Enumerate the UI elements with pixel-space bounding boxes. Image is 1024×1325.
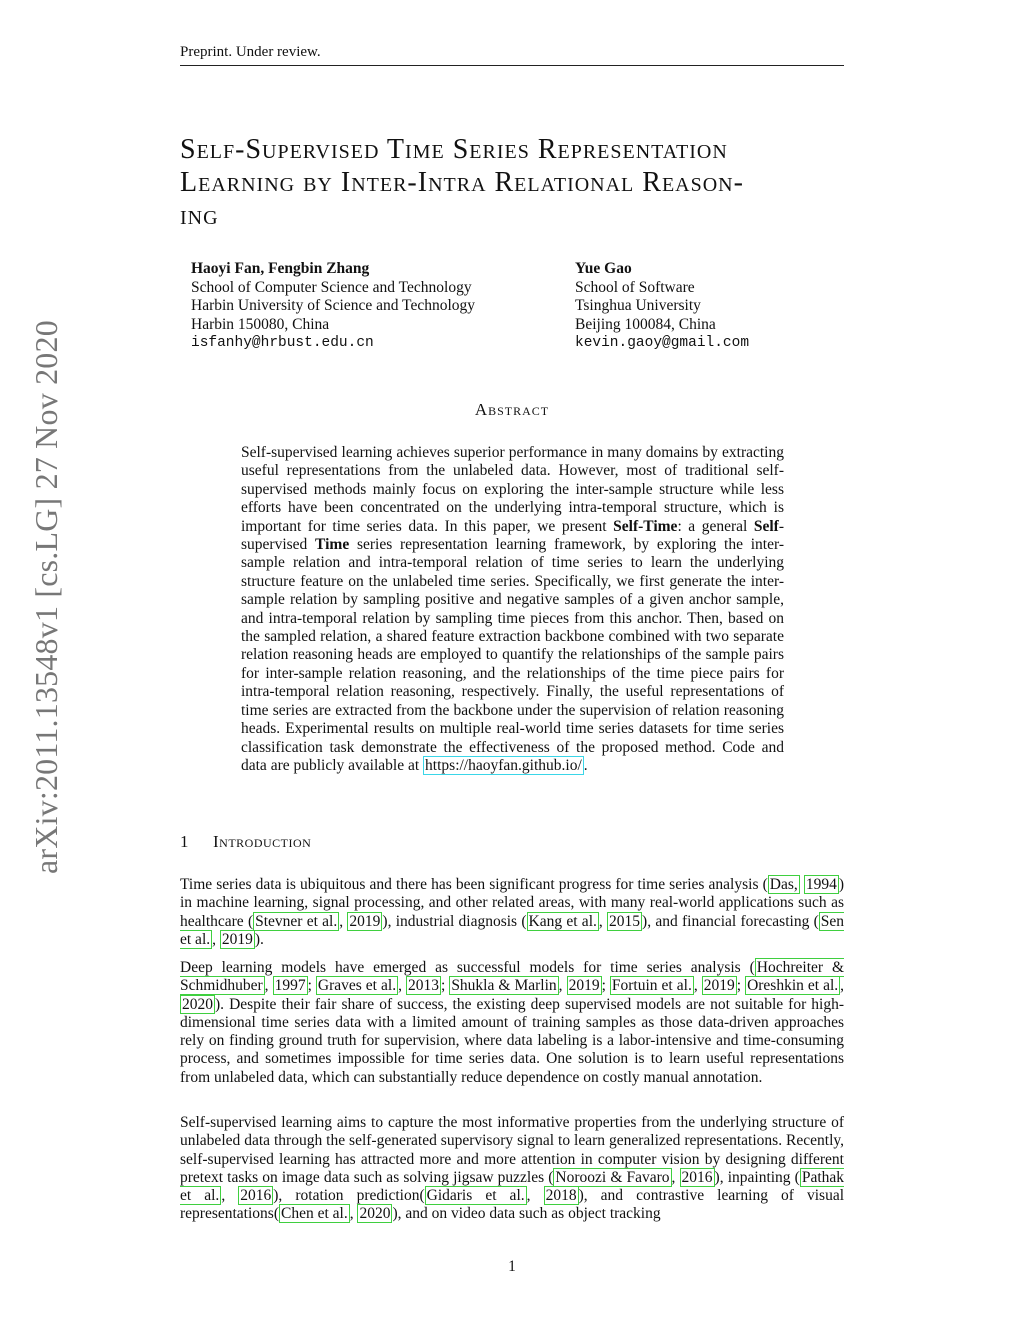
citation-link[interactable]: 2020 [182,995,213,1013]
paragraph-text: ) in machine learning, signal processing, and other related areas, with many real-world applications such as healthcare ( [180,876,845,930]
citation-link[interactable]: 2015 [609,912,641,930]
paragraph-text: ; [601,977,610,995]
author-email[interactable]: isfanhy@hrbust.edu.cn [191,335,374,351]
paragraph-text: , [349,1205,358,1223]
paragraph-text: , [264,977,273,995]
paragraph-text: , [840,977,845,995]
arxiv-stamp: arXiv:2011.13548v1 [cs.LG] 27 Nov 2020 [28,320,64,874]
author-department: School of Computer Science and Technology [191,278,472,296]
paragraph-text: Deep learning models have emerged as successful models for time series analysis ( [180,959,755,976]
citation-link[interactable]: 2019 [349,912,381,930]
abstract-text: Self-supervised learning achieves superior performance in many domains by extracting useful representations from the unlabeled data. However, most of traditional self-supervised methods mainly focus on exploring the inter-sample structure while less efforts have been concentrated on the underlying intra-temporal structure, which is important for time series data. In this paper, we present [241,444,784,535]
citation-link[interactable]: 1994 [805,876,837,893]
method-time: Time [315,536,350,554]
paragraph-text: ), inpainting ( [714,1168,800,1186]
paragraph-text: ). Despite their fair share of success, the existing deep supervised models are not suitable for high-dimensional time series data with a limited amount of training samples as those data-driven approaches rely on finding ground truth for supervision, where data labeling is a labor-intensive and time-consuming process, and sometimes impossible for time series data. One solution is to learn useful representations from unlabeled data, which can substantially reduce dependence on costly manual annotation. [180,995,844,1086]
paragraph-text: , [221,1187,239,1205]
section-title: Introduction [213,832,312,851]
citation-link[interactable]: 2019 [221,930,253,948]
citation-link[interactable]: Chen et al. [281,1205,348,1223]
paragraph-text: ), industrial diagnosis ( [382,912,527,930]
citation-link[interactable]: 2016 [681,1168,713,1186]
paragraph-text: ; [440,977,450,995]
running-header: Preprint. Under review. [180,44,321,60]
abstract-text: series representation learning framework, by exploring the inter-sample relation and intra-temporal relation of time series to learn the underlying structure feature on the unlabeled time series. Specifically, we first generate the inter-sample relation by sampling positive and negative samples of a given anchor sample, and intra-temporal relation by sampling time pieces from this anchor. Then, based on the sampled relation, a shared feature extraction backbone combined with two separate relation reasoning heads are employed to quantify the relationships of the sample pairs for inter-sample relation reasoning, and the relationships of the time piece pairs for intra-temporal relation reasoning, respectively. Finally, the useful representations of time series are extracted from the backbone under the supervision of relation reasoning heads. Experimental results on multiple real-world time series datasets for time series classification task demonstrate the effectiveness of the proposed method. Code and data are publicly available at [241,536,784,774]
author-city: Beijing 100084, China [575,315,716,333]
author-block-2 [575,260,749,353]
section-heading [180,832,311,852]
abstract-text: -supervised [241,517,785,554]
citation-link[interactable]: 2019 [703,977,735,995]
paragraph-text: , [693,977,702,995]
paragraph-text: , [212,930,220,948]
citation-link[interactable]: 1997 [274,977,306,995]
paragraph-text: , [598,912,608,930]
title-line-3: ing [180,200,219,231]
author-institution: Harbin University of Science and Technology [191,297,476,314]
abstract-text: : a general [677,517,754,535]
author-block-1 [191,260,475,353]
paragraph-text: ; [736,977,746,995]
paragraph-text: ), and contrastive learning of visual representations( [180,1187,844,1223]
author-institution: Tsinghua University [575,297,701,314]
title-line-1: Self-Supervised Time Series Representation [180,134,728,165]
paragraph-text: , [339,912,348,930]
citation-link[interactable]: Oreshkin et al. [747,977,839,995]
citation-link[interactable]: Noroozi & Favaro [555,1168,670,1186]
paragraph-text: ), and financial forecasting ( [642,912,819,930]
citation-link[interactable]: Sen et al. [180,912,845,948]
citation-link[interactable]: 2013 [407,977,439,995]
paragraph-text: ), rotation prediction( [273,1187,425,1205]
abstract-text: . [583,756,588,774]
citation-link[interactable]: Hochreiter & Schmidhuber [180,959,845,995]
paragraph-text: , [558,977,567,995]
citation-link[interactable]: Das, [769,876,798,893]
paragraph-text: , [526,1187,544,1205]
page-number: 1 [508,1258,516,1275]
citation-link[interactable]: 2018 [545,1187,577,1205]
abstract-heading: Abstract [474,400,550,419]
citation-link[interactable]: Graves et al. [317,977,397,995]
citation-link[interactable]: 2019 [568,977,600,995]
paper-title [180,133,844,232]
citation-link[interactable]: Pathak et al. [180,1168,845,1205]
method-self: Self [753,517,779,535]
citation-link[interactable]: Fortuin et al. [611,977,692,995]
intro-paragraph-2 [180,959,844,1087]
section-number: 1 [180,832,189,851]
header-rule [180,65,844,66]
author-email[interactable]: kevin.gaoy@gmail.com [575,335,750,351]
paragraph-text: , [398,977,406,995]
paragraph-text: Time series data is ubiquitous and there has been significant progress for time series analysis ( [180,876,768,893]
author-names: Haoyi Fan, Fengbin Zhang [191,260,370,277]
paragraph-text: ), and on video data such as object tracking [392,1205,661,1223]
method-name: Self-Time [613,517,678,535]
author-city: Harbin 150080, China [191,315,330,333]
intro-paragraph-1 [180,876,844,949]
citation-link[interactable]: Stevner et al. [255,912,338,930]
citation-link[interactable]: Gidaris et al. [426,1187,525,1205]
citation-link[interactable]: 2020 [359,1205,391,1223]
paragraph-text: ). [254,930,264,948]
paragraph-text: , [671,1168,680,1186]
author-names: Yue Gao [575,260,632,277]
citation-link[interactable]: Kang et al. [528,912,597,930]
code-link[interactable]: https://haoyfan.github.io/ [425,756,582,774]
abstract-body [241,444,784,775]
paragraph-text: Self-supervised learning aims to capture the most informative properties from the underlying structure of unlabeled data through the self-generated supervisory signal to learn generalized representations. Recently, self-supervised learning has attracted more and more attention in computer vision by designing different pretext tasks on image data such as solving jigsaw puzzles ( [180,1114,844,1186]
citation-link[interactable]: Shukla & Marlin [451,977,557,995]
title-line-2: Learning by Inter-Intra Relational Reason- [180,167,744,198]
citation-link[interactable]: 2016 [240,1187,272,1205]
paragraph-text: ; [307,977,316,995]
author-department: School of Software [575,278,695,296]
intro-paragraph-3 [180,1114,844,1224]
